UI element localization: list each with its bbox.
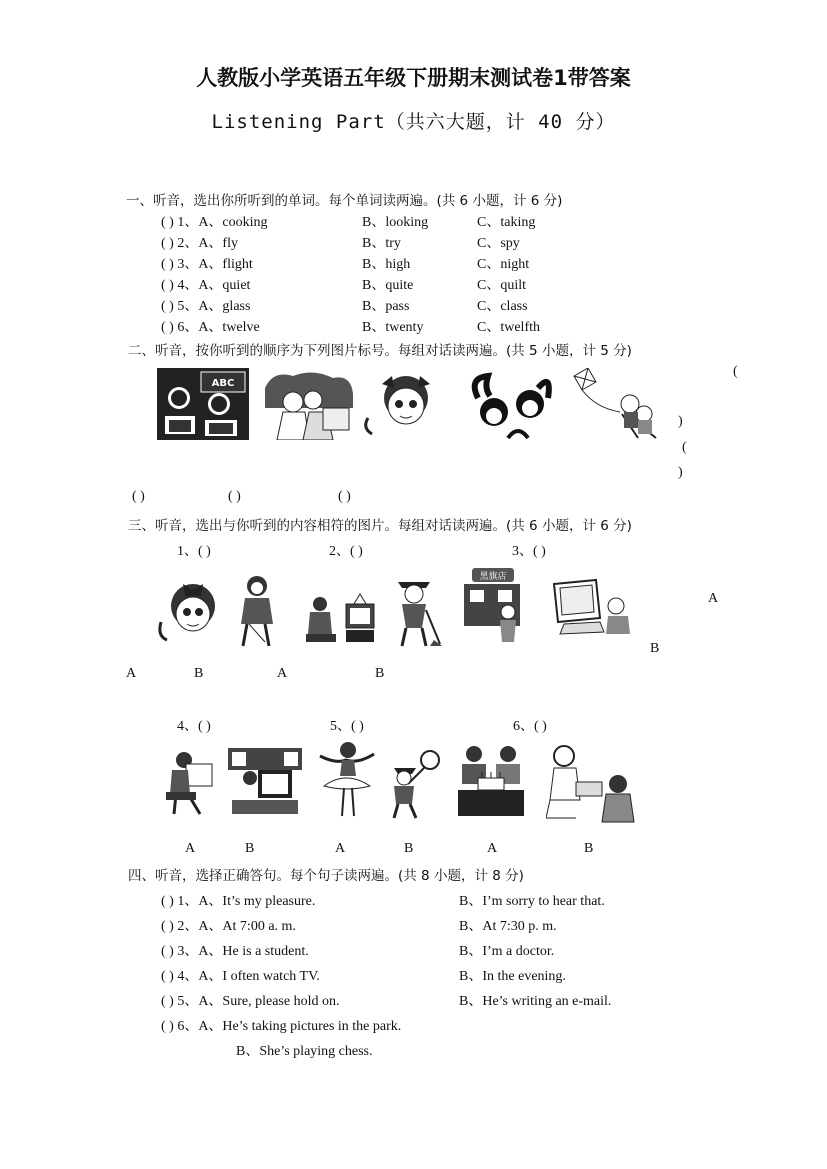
option-label: B	[375, 666, 385, 681]
answer-option-b: B、He’s writing an e-mail.	[459, 994, 612, 1009]
question-option-b: B、high	[362, 257, 411, 272]
question-option-c: C、night	[477, 257, 530, 272]
picture-classroom	[157, 368, 249, 440]
option-label: A	[277, 666, 288, 681]
question-option-c: C、quilt	[477, 278, 527, 293]
question-option-b: B、try	[362, 236, 401, 251]
answer-option-a: ( ) 3、A、He is a student.	[161, 944, 309, 959]
option-label: B	[404, 841, 414, 856]
answer-option-b: B、I’m a doctor.	[459, 944, 555, 959]
question-option-c: C、twelfth	[477, 320, 540, 335]
question-option-a: ( ) 1、A、cooking	[161, 215, 268, 230]
picture-room-tv	[228, 748, 302, 816]
question-option-b: B、quite	[362, 278, 414, 293]
answer-option-b: B、She’s playing chess.	[236, 1044, 373, 1059]
bracket-close: )	[678, 414, 683, 429]
question-option-a: ( ) 3、A、flight	[161, 257, 253, 272]
picture-monkeys	[468, 368, 558, 440]
question-number: 2、( )	[329, 544, 363, 559]
option-label: A	[185, 841, 196, 856]
picture-computer	[550, 578, 634, 636]
picture-ballet-dancer	[316, 740, 376, 818]
picture-man-reading	[166, 748, 216, 816]
question-number: 3、( )	[512, 544, 546, 559]
question-number: 5、( )	[330, 719, 364, 734]
answer-bracket: ( )	[132, 489, 145, 504]
picture-family-reading	[263, 368, 355, 440]
answer-option-a: ( ) 2、A、At 7:00 a. m.	[161, 919, 296, 934]
question-option-c: C、taking	[477, 215, 536, 230]
bracket-close: )	[678, 465, 683, 480]
picture-kids-playing	[546, 744, 638, 826]
question-number: 6、( )	[513, 719, 547, 734]
question-option-a: ( ) 5、A、glass	[161, 299, 251, 314]
option-label: A	[487, 841, 498, 856]
question-option-b: B、pass	[362, 299, 410, 314]
question-option-a: ( ) 2、A、fly	[161, 236, 238, 251]
page-subtitle: Listening Part（共六大题，计 40 分）	[211, 111, 616, 133]
store-sign-text: 黑旗店	[479, 572, 507, 582]
answer-option-a: ( ) 5、A、Sure, please hold on.	[161, 994, 340, 1009]
option-label: A	[126, 666, 137, 681]
answer-bracket: ( )	[338, 489, 351, 504]
option-label: A	[708, 591, 719, 606]
answer-option-b: B、I’m sorry to hear that.	[459, 894, 605, 909]
question-option-c: C、spy	[477, 236, 520, 251]
answer-option-b: B、At 7:30 p. m.	[459, 919, 557, 934]
picture-girl-bow	[157, 574, 229, 646]
question-option-b: B、twenty	[362, 320, 424, 335]
bracket-open: (	[733, 364, 738, 379]
option-label: A	[335, 841, 346, 856]
answer-option-a: ( ) 4、A、I often watch TV.	[161, 969, 320, 984]
picture-birthday-cake	[456, 744, 526, 818]
picture-girl-face	[362, 368, 450, 440]
section2-heading: 二、听音，按你听到的顺序为下列图片标号。每组对话读两遍。(共 5 小题，计 5 分)	[128, 343, 632, 359]
picture-store	[458, 568, 528, 646]
section1-heading: 一、听音，选出你所听到的单词。每个单词读两遍。(共 6 小题，计 6 分)	[126, 193, 563, 209]
picture-boy-tv	[306, 590, 378, 646]
picture-kite	[566, 368, 662, 442]
answer-option-b: B、In the evening.	[459, 969, 566, 984]
question-number: 1、( )	[177, 544, 211, 559]
option-label: B	[194, 666, 204, 681]
question-option-a: ( ) 4、A、quiet	[161, 278, 251, 293]
bracket-open: (	[682, 440, 687, 455]
answer-bracket: ( )	[228, 489, 241, 504]
section4-heading: 四、听音，选择正确答句。每个句子读两遍。(共 8 小题，计 8 分)	[128, 868, 524, 884]
option-label: B	[245, 841, 255, 856]
question-option-a: ( ) 6、A、twelve	[161, 320, 260, 335]
question-number: 4、( )	[177, 719, 211, 734]
picture-boy-sweeping	[386, 574, 442, 648]
option-label: B	[584, 841, 594, 856]
section3-heading: 三、听音，选出与你听到的内容相符的图片。每组对话读两遍。(共 6 小题，计 6 分)	[128, 518, 632, 534]
question-option-c: C、class	[477, 299, 528, 314]
board-text: ABC	[211, 378, 235, 389]
picture-boy-net	[386, 750, 442, 820]
option-label: B	[650, 641, 660, 656]
answer-option-a: ( ) 1、A、It’s my pleasure.	[161, 894, 316, 909]
answer-option-a: ( ) 6、A、He’s taking pictures in the park.	[161, 1019, 402, 1034]
picture-girl-standing	[235, 572, 279, 648]
page-title: 人教版小学英语五年级下册期末测试卷1带答案	[196, 66, 631, 90]
question-option-b: B、looking	[362, 215, 429, 230]
